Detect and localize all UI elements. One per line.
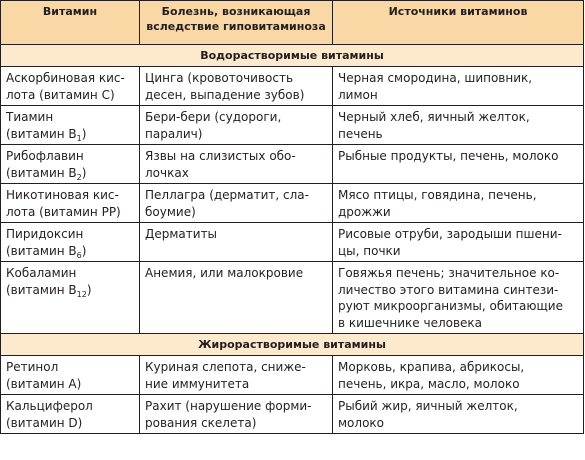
sources-line: печень, икра, масло, молоко <box>338 376 520 391</box>
vitamin-code: (витамин $В_6$) <box>6 243 87 260</box>
disease-cell <box>140 145 333 184</box>
sources-line: дрожжи <box>338 204 391 219</box>
disease-line: Язвы на слизистых обо- <box>145 149 296 163</box>
section-row-water-soluble <box>1 45 584 67</box>
vitamin-cell <box>1 395 140 434</box>
vitamin-name: Кальциферол <box>6 399 93 413</box>
table-row <box>1 184 584 223</box>
disease-cell <box>140 184 333 223</box>
disease-line: Анемия, или малокровие <box>145 266 304 280</box>
sources-cell <box>333 67 584 106</box>
sources-cell <box>333 106 584 145</box>
sources-cell <box>333 145 584 184</box>
vitamin-cell <box>1 356 140 395</box>
vitamin-name: Кобаламин <box>6 266 77 280</box>
sources-cell <box>333 262 584 334</box>
disease-line: десен, выпадение зубов) <box>145 87 305 102</box>
sources-line: цы, почки <box>338 243 401 258</box>
disease-cell <box>140 395 333 434</box>
vitamin-code: (витамин $В_2$) <box>6 165 87 182</box>
disease-line: рования скелета) <box>145 415 257 430</box>
disease-line: Пеллагра (дерматит, сла- <box>145 188 309 202</box>
vitamin-code: лота (витамин С) <box>6 87 115 102</box>
sources-line: Черный хлеб, яичный желток, <box>338 110 530 124</box>
vitamin-code: (витамин $В_1$) <box>6 126 87 143</box>
vitamin-subscript: 6 <box>76 250 82 260</box>
header-disease-line1: Болезнь, возникающая <box>161 5 311 18</box>
vitamin-cell <box>1 106 140 145</box>
vitamin-cell <box>1 223 140 262</box>
sources-line: Рыбные продукты, печень, молоко <box>338 149 559 163</box>
table-row <box>1 145 584 184</box>
sources-line: в кишечнике человека <box>338 315 483 330</box>
disease-cell <box>140 356 333 395</box>
table-row <box>1 67 584 106</box>
table-row <box>1 223 584 262</box>
disease-line: Рахит (нарушение форми- <box>145 399 312 413</box>
section-title-fat-soluble: Жирорастворимые витамины <box>1 334 584 356</box>
sources-cell <box>333 223 584 262</box>
vitamin-name: Аскорбиновая кис- <box>6 71 125 85</box>
sources-line: Мясо птицы, говядина, печень, <box>338 188 537 202</box>
disease-line: паралич) <box>145 126 203 141</box>
table-header-row <box>1 1 584 45</box>
vitamin-name: Пиридоксин <box>6 227 84 241</box>
header-sources <box>333 1 584 45</box>
sources-line: Рисовые отруби, зародыши пшени- <box>338 227 562 241</box>
vitamin-subscript: 12 <box>76 289 87 299</box>
header-sources-label: Источники витаминов <box>388 5 528 18</box>
sources-cell <box>333 356 584 395</box>
vitamin-name: Ретинол <box>6 360 59 374</box>
vitamin-name: Тиамин <box>6 110 54 124</box>
header-disease <box>140 1 333 45</box>
sources-line: Рыбий жир, яичный желток, <box>338 399 518 413</box>
table-row <box>1 262 584 334</box>
sources-line: печень <box>338 126 383 141</box>
disease-cell <box>140 67 333 106</box>
disease-line: ние иммунитета <box>145 376 250 391</box>
vitamin-name: Рибофлавин <box>6 149 84 163</box>
vitamin-cell <box>1 184 140 223</box>
header-vitamin <box>1 1 140 45</box>
disease-line: Цинга (кровоточивость <box>145 71 294 85</box>
vitamin-code: лота (витамин РР) <box>6 204 121 219</box>
sources-line: личество этого витамина синтези- <box>338 282 559 297</box>
vitamin-code: (витамин А) <box>6 376 82 391</box>
vitamin-cell <box>1 262 140 334</box>
vitamin-code: (витамин $В_{12}$) <box>6 282 92 299</box>
sources-line: Говяжья печень; значительное ко- <box>338 266 560 280</box>
disease-line: боумие) <box>145 204 196 219</box>
sources-line: руют микроорганизмы, обитающие <box>338 299 563 313</box>
vitamin-subscript: 2 <box>76 172 82 182</box>
disease-line: Куриная слепота, сниже- <box>145 360 306 374</box>
table-row <box>1 106 584 145</box>
section-title-water-soluble: Водорастворимые витамины <box>1 45 584 67</box>
disease-cell <box>140 106 333 145</box>
header-vitamin-label: Витамин <box>42 5 98 18</box>
disease-line: лочках <box>145 165 189 180</box>
disease-cell <box>140 262 333 334</box>
sources-line: Черная смородина, шиповник, <box>338 71 533 85</box>
sources-line: молоко <box>338 415 384 430</box>
sources-line: лимон <box>338 87 378 102</box>
sources-line: Морковь, крапива, абрикосы, <box>338 360 525 374</box>
disease-line: Дерматиты <box>145 227 218 241</box>
vitamin-cell <box>1 145 140 184</box>
header-disease-line2: вследствие гиповитаминоза <box>146 20 326 33</box>
section-row-fat-soluble <box>1 334 584 356</box>
vitamin-code: (витамин D) <box>6 415 83 430</box>
table-row <box>1 395 584 434</box>
disease-line: Бери-бери (судороги, <box>145 110 282 124</box>
vitamin-subscript: 1 <box>76 133 82 143</box>
sources-cell <box>333 395 584 434</box>
disease-cell <box>140 223 333 262</box>
sources-cell <box>333 184 584 223</box>
vitamin-cell <box>1 67 140 106</box>
vitamin-name: Никотиновая кис- <box>6 188 119 202</box>
table-row <box>1 356 584 395</box>
